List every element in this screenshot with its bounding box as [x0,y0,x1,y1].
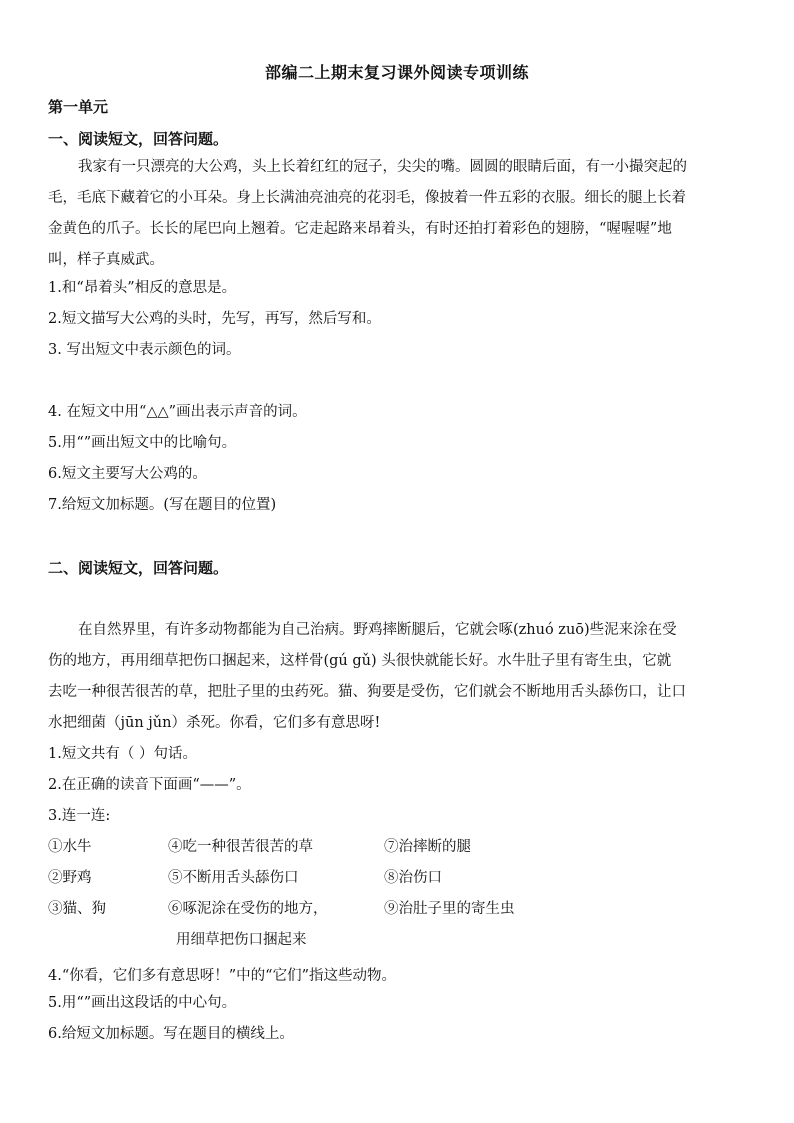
section2-passage-line: 在自然界里，有许多动物都能为自己治病。野鸡摔断腿后，它就会啄(zhuó zuō)些泥来涂在受 [78,622,677,638]
section2-passage-line: 去吃一种很苦很苦的草，把肚子里的虫药死。猫、狗要是受伤，它们就会不断地用舌头舔伤口，让口 [48,684,686,700]
match-right-item: ⑦治摔断的腿 [384,839,471,855]
section1-passage-line: 我家有一只漂亮的大公鸡，头上长着红红的冠子，尖尖的嘴。圆圆的眼睛后面，有一小撮突起的 [78,159,687,175]
section1-question-7: 7.给短文加标题。(写在题目的位置) [48,497,277,513]
section2-question-6: 6.给短文加标题。写在题目的横线上。 [48,1026,294,1042]
match-right-item: ⑨治肚子里的寄生虫 [384,901,515,917]
match-right-item: ⑧治伤口 [384,870,442,886]
unit-heading: 第一单元 [48,98,109,116]
match-left-item: ①水牛 [48,839,92,855]
match-middle-item: ⑤不断用舌头舔伤口 [168,870,299,886]
section1-passage-line: 毛，毛底下藏着它的小耳朵。身上长满油亮油亮的花羽毛，像披着一件五彩的衣服。细长的腿上长着 [48,190,686,206]
section2-heading: 二、阅读短文，回答问题。 [48,559,229,577]
match-left-item: ②野鸡 [48,870,92,886]
section2-question-3: 3.连一连: [48,808,111,824]
section1-question-5: 5.用“”画出短文中的比喻句。 [48,435,237,451]
section1-question-4: 4. 在短文中用“△△”画出表示声音的词。 [48,404,307,420]
match-left-item: ③猫、狗 [48,901,106,917]
match-middle-item-continuation: 用细草把伤口捆起来 [176,932,307,948]
section1-question-6: 6.短文主要写大公鸡的。 [48,466,207,482]
section2-passage-line: 伤的地方，再用细草把伤口捆起来，这样骨(gú gǔ) 头很快就能长好。水牛肚子里有寄生虫，它就 [48,653,672,669]
section2-question-4: 4.“你看，它们多有意思呀！”中的“它们”指这些动物。 [48,968,396,984]
match-middle-item: ④吃一种很苦很苦的草 [168,839,313,855]
section1-heading: 一、阅读短文，回答问题。 [48,130,229,148]
section2-question-1: 1.短文共有（ ）句话。 [48,746,197,762]
section2-passage-line: 水把细菌（jūn jǔn）杀死。你看，它们多有意思呀! [48,715,381,731]
section1-question-1: 1.和“昂着头”相反的意思是。 [48,280,237,296]
match-middle-item: ⑥啄泥涂在受伤的地方， [168,901,328,917]
section2-question-5: 5.用“”画出这段话的中心句。 [48,995,237,1011]
section1-passage-line: 叫，样子真威武。 [48,252,164,268]
section1-passage-line: 金黄色的爪子。长长的尾巴向上翘着。它走起路来昂着头，有时还拍打着彩色的翅膀，“喔喔喔”地 [48,221,672,237]
page-title: 部编二上期末复习课外阅读专项训练 [264,63,529,82]
section1-question-2: 2.短文描写大公鸡的头时，先写，再写，然后写和。 [48,311,381,327]
section1-question-3: 3. 写出短文中表示颜色的词。 [48,342,241,358]
section2-question-2: 2.在正确的读音下面画“——”。 [48,777,251,793]
